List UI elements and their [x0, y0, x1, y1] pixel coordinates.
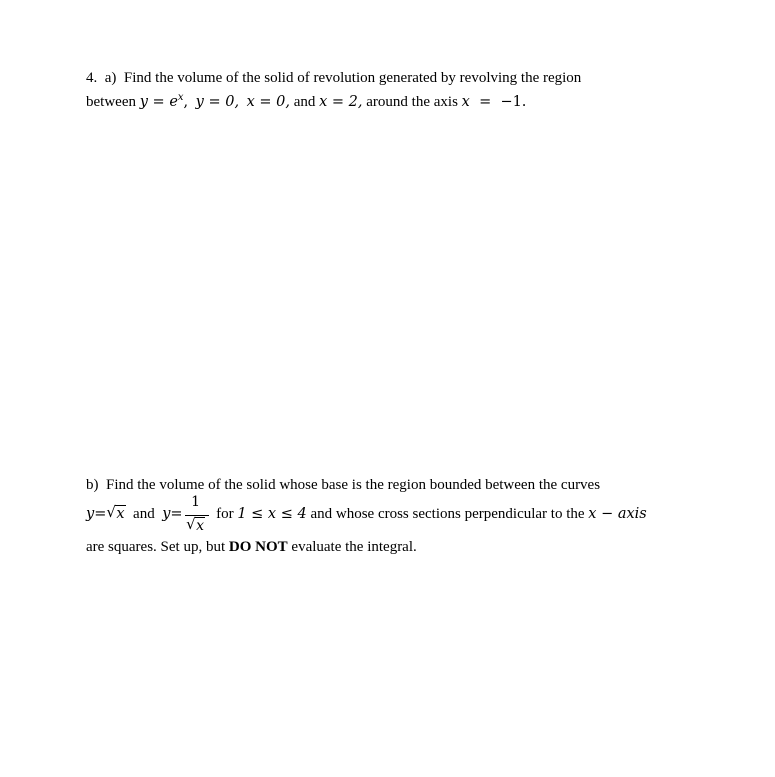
do-not-text: DO NOT [228, 539, 288, 555]
squares-text: are squares. Set up, but [86, 539, 226, 555]
question-number: 4. [86, 70, 98, 86]
eq1: $y = e^x$, [139, 92, 189, 110]
part-b-line-2 [86, 494, 647, 534]
part-a-line-2 [86, 89, 526, 111]
eq4: x = 2, [319, 94, 363, 110]
part-b-label: b) [86, 477, 99, 493]
cross-section-text: and whose cross sections perpendicular to the [310, 506, 585, 522]
between-text: between [86, 94, 136, 110]
for-text: for [216, 506, 234, 522]
part-b-prompt: Find the volume of the solid whose base is the region bounded between the curves [106, 477, 601, 493]
part-a-line-1 [86, 69, 581, 87]
part-b-line-3 [86, 538, 417, 556]
eq2: y = 0, [195, 94, 240, 110]
axis-eq: x = −1. [461, 94, 527, 110]
eq3: x = 0, [246, 94, 290, 110]
and-text-b: and [133, 506, 155, 522]
around-text: around the axis [366, 94, 458, 110]
curve-1: y= √ x [86, 503, 125, 522]
evaluate-text: evaluate the integral. [291, 539, 417, 555]
curve-2: y= 1 √ x [162, 506, 208, 522]
axis-label: x − axis [588, 506, 647, 522]
and-text: and [293, 94, 316, 110]
part-a-label: a) [104, 70, 117, 86]
part-a-prompt: Find the volume of the solid of revolution generated by revolving the region [123, 70, 582, 86]
range: 1 ≤ x ≤ 4 [237, 506, 307, 522]
part-b-line-1 [86, 476, 600, 494]
